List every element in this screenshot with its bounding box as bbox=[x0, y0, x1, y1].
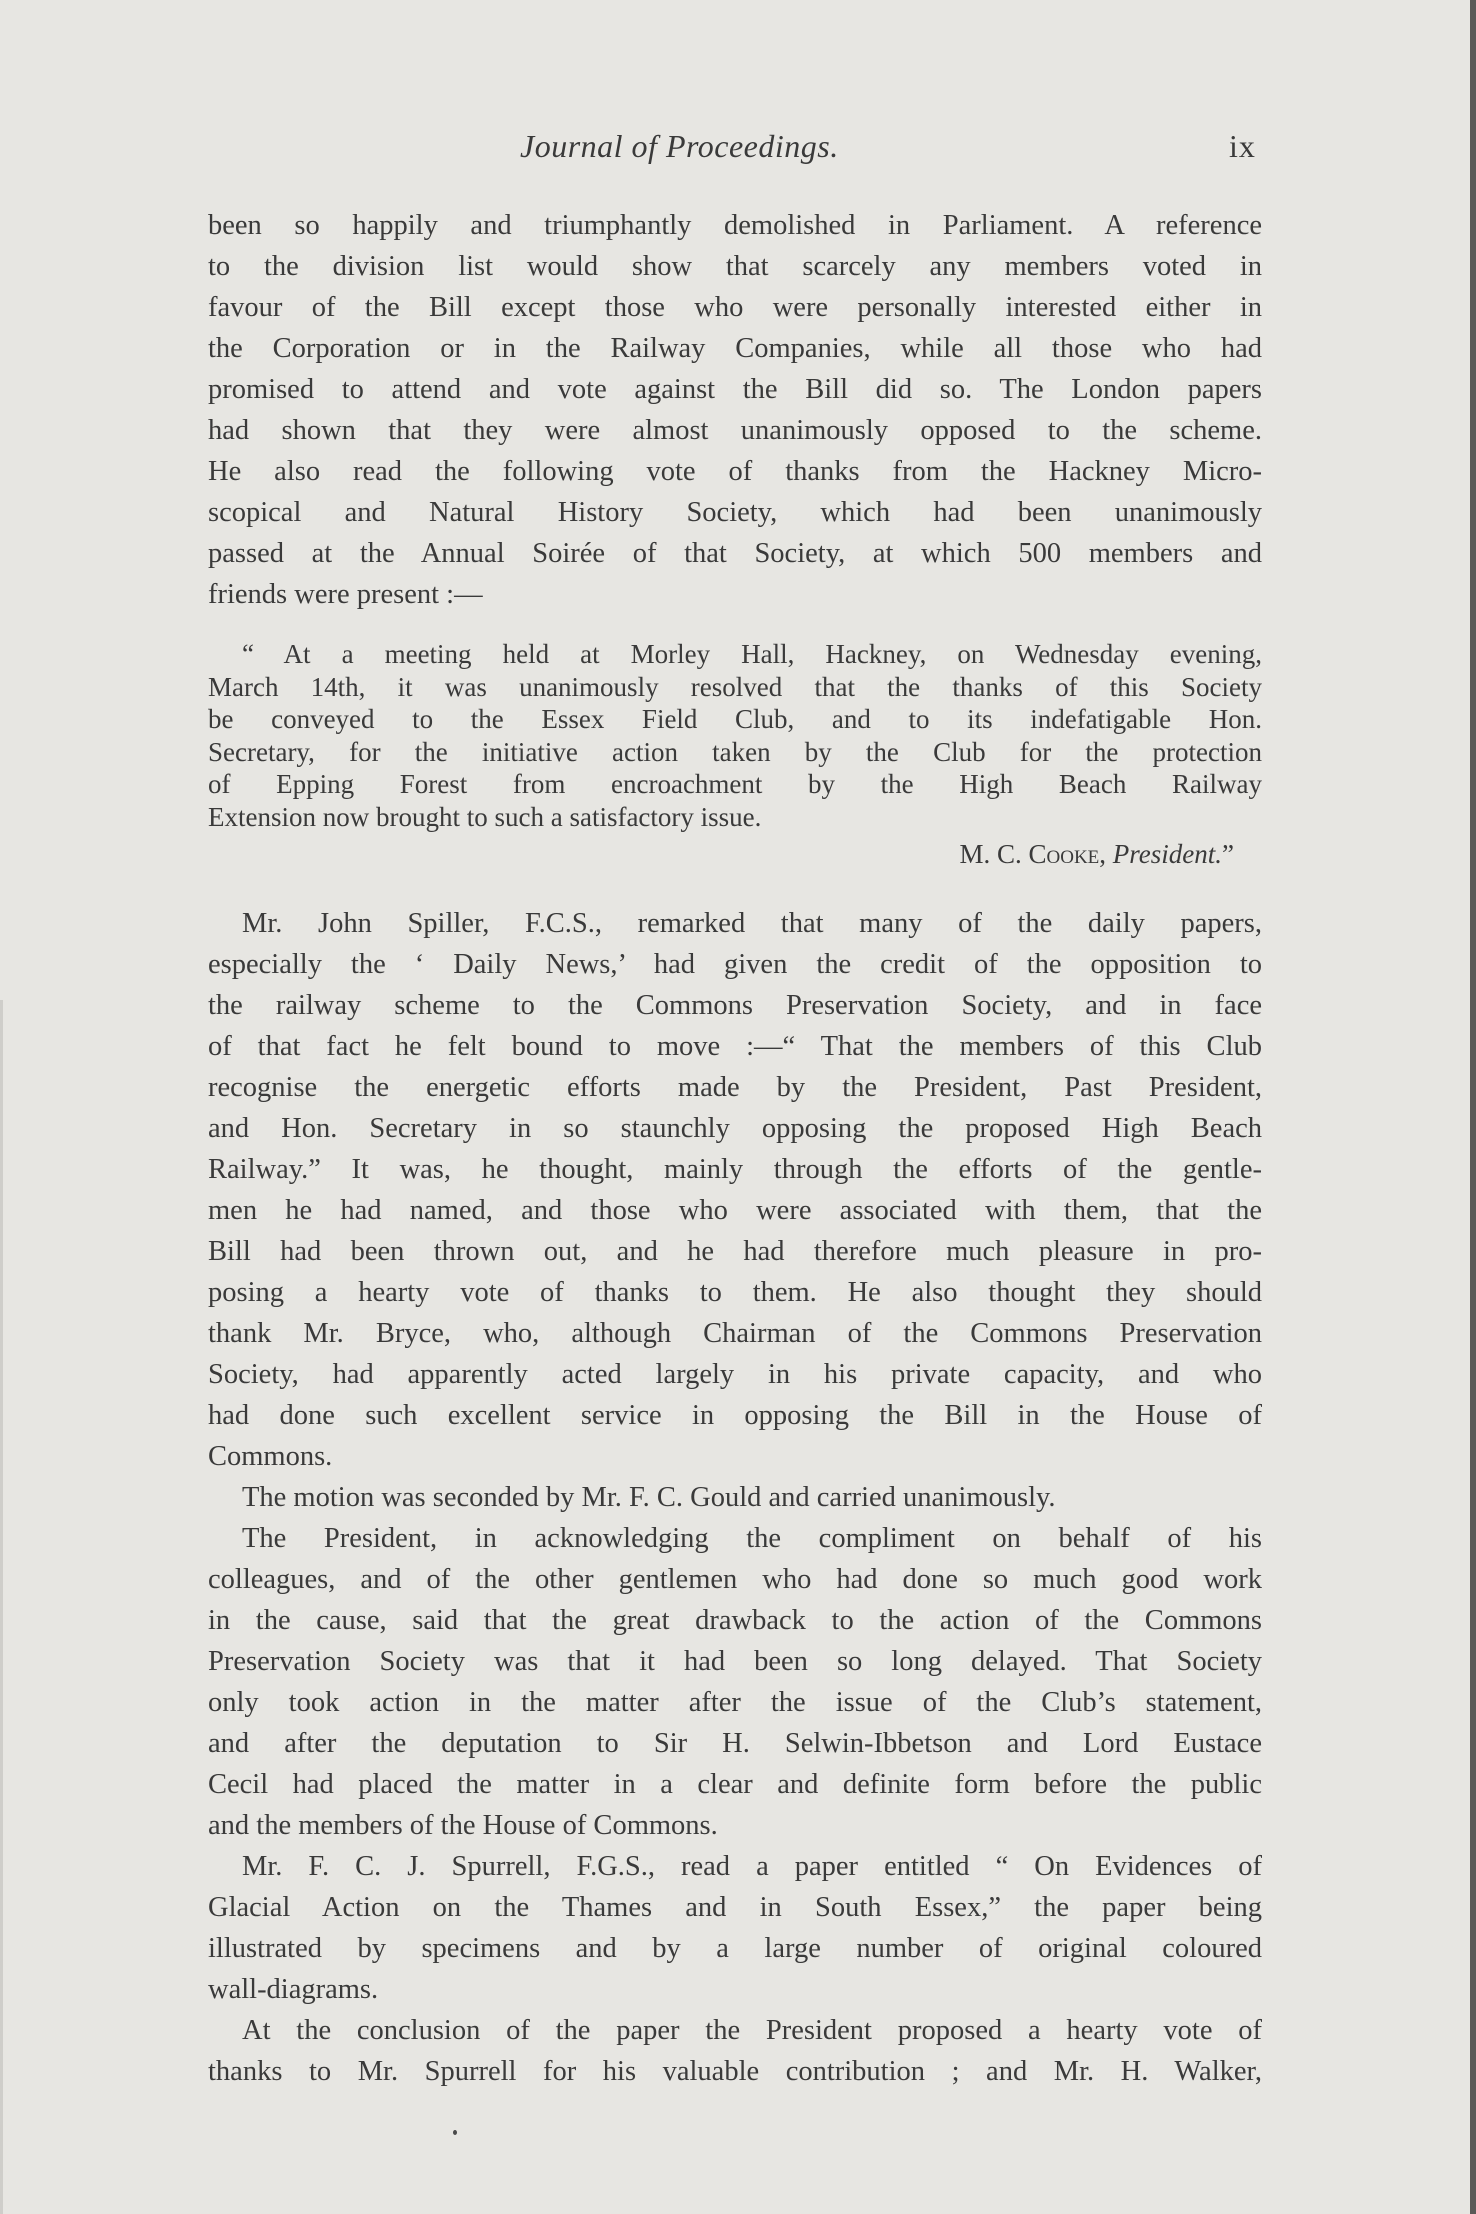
text-line: only took action in the matter after the issue of the Club’s statement, bbox=[208, 1687, 1262, 1718]
text-line: friends were present :— bbox=[208, 579, 483, 610]
page-header bbox=[0, 128, 1476, 178]
text-line: and after the deputation to Sir H. Selwin-Ibbetson and Lord Eustace bbox=[208, 1728, 1262, 1759]
text-line: the Corporation or in the Railway Companies, while all those who had bbox=[208, 333, 1262, 364]
text-line: the railway scheme to the Commons Preservation Society, and in face bbox=[208, 990, 1262, 1021]
quote-line: March 14th, it was unanimously resolved that the thanks of this Society bbox=[208, 671, 1262, 702]
paragraph-2 bbox=[208, 903, 1262, 1477]
text-line: thanks to Mr. Spurrell for his valuable contribution ; and Mr. H. Walker, bbox=[208, 2056, 1262, 2087]
text-line: Mr. F. C. J. Spurrell, F.G.S., read a paper entitled “ On Evidences of bbox=[242, 1851, 1262, 1882]
quote-line: of Epping Forest from encroachment by the High Beach Railway bbox=[208, 769, 1262, 799]
text-line: wall-diagrams. bbox=[208, 1974, 379, 2005]
text-line: Preservation Society was that it had been so long delayed. That Society bbox=[208, 1646, 1262, 1677]
text-line: and Hon. Secretary in so staunchly opposing the proposed High Beach bbox=[208, 1113, 1262, 1144]
paragraph-6 bbox=[208, 2010, 1262, 2092]
paragraph-5 bbox=[208, 1846, 1262, 2010]
text-line: The President, in acknowledging the compliment on behalf of his bbox=[242, 1523, 1262, 1554]
page-number: ix bbox=[1229, 128, 1256, 164]
ink-speck bbox=[453, 2130, 457, 2135]
text-line: in the cause, said that the great drawback to the action of the Commons bbox=[208, 1605, 1262, 1636]
text-line: illustrated by specimens and by a large number of original coloured bbox=[208, 1933, 1262, 1964]
text-line: Cecil had placed the matter in a clear and definite form before the public bbox=[208, 1769, 1262, 1800]
quoted-resolution bbox=[208, 638, 1262, 873]
paragraph-3 bbox=[208, 1477, 1262, 1518]
text-line: had done such excellent service in opposing the Bill in the House of bbox=[208, 1400, 1262, 1431]
text-line: colleagues, and of the other gentlemen who had done so much good work bbox=[208, 1564, 1262, 1595]
text-line: and the members of the House of Commons. bbox=[208, 1810, 718, 1841]
quote-line: Secretary, for the initiative action taken by the Club for the protection bbox=[208, 736, 1262, 767]
text-line: passed at the Annual Soirée of that Society, at which 500 members and bbox=[208, 538, 1262, 569]
text-line: Society, had apparently acted largely in his private capacity, and who bbox=[208, 1359, 1262, 1390]
text-line: posing a hearty vote of thanks to them. He also thought they should bbox=[208, 1277, 1262, 1308]
scan-edge-shadow bbox=[1470, 0, 1476, 2214]
text-line: had shown that they were almost unanimously opposed to the scheme. bbox=[208, 415, 1262, 446]
text-line: of that fact he felt bound to move :—“ That the members of this Club bbox=[208, 1031, 1262, 1062]
text-line: especially the ‘ Daily News,’ had given the credit of the opposition to bbox=[208, 949, 1262, 980]
text-line: men he had named, and those who were associated with them, that the bbox=[208, 1195, 1262, 1226]
running-title: Journal of Proceedings. bbox=[520, 128, 839, 164]
text-line: favour of the Bill except those who were personally interested either in bbox=[208, 292, 1262, 323]
text-line: recognise the energetic efforts made by the President, Past President, bbox=[208, 1072, 1262, 1103]
signature-close-quote: ” bbox=[1222, 839, 1234, 869]
text-line: Glacial Action on the Thames and in South Essex,” the paper being bbox=[208, 1892, 1262, 1923]
text-line: Bill had been thrown out, and he had therefore much pleasure in pro- bbox=[208, 1236, 1262, 1267]
quote-line: be conveyed to the Essex Field Club, and to its indefatigable Hon. bbox=[208, 704, 1262, 734]
text-line: Commons. bbox=[208, 1441, 333, 1472]
signature-title: President. bbox=[1112, 839, 1223, 869]
text-line: Railway.” It was, he thought, mainly through the efforts of the gentle- bbox=[208, 1154, 1262, 1185]
text-line: He also read the following vote of thanks from the Hackney Micro- bbox=[208, 456, 1262, 487]
paragraph-4 bbox=[208, 1518, 1262, 1846]
paragraph-1 bbox=[208, 205, 1262, 615]
scan-edge-left bbox=[0, 1000, 3, 2214]
text-line: Mr. John Spiller, F.C.S., remarked that many of the daily papers, bbox=[242, 908, 1262, 939]
quote-line: “ At a meeting held at Morley Hall, Hackney, on Wednesday evening, bbox=[242, 639, 1262, 669]
quote-line: Extension now brought to such a satisfactory issue. bbox=[208, 801, 762, 832]
text-line: The motion was seconded by Mr. F. C. Gould and carried unanimously. bbox=[242, 1482, 1056, 1513]
text-line: to the division list would show that scarcely any members voted in bbox=[208, 251, 1262, 282]
text-line: At the conclusion of the paper the President proposed a hearty vote of bbox=[242, 2015, 1262, 2046]
text-line: promised to attend and vote against the Bill did so. The London papers bbox=[208, 374, 1262, 405]
quote-signature bbox=[208, 835, 1262, 873]
text-line: thank Mr. Bryce, who, although Chairman of the Commons Preservation bbox=[208, 1318, 1262, 1349]
text-line: been so happily and triumphantly demolished in Parliament. A reference bbox=[208, 210, 1262, 241]
signature-name: M. C. Cooke, bbox=[959, 839, 1107, 869]
body-text bbox=[208, 205, 1262, 2092]
text-line: scopical and Natural History Society, which had been unanimously bbox=[208, 497, 1262, 528]
